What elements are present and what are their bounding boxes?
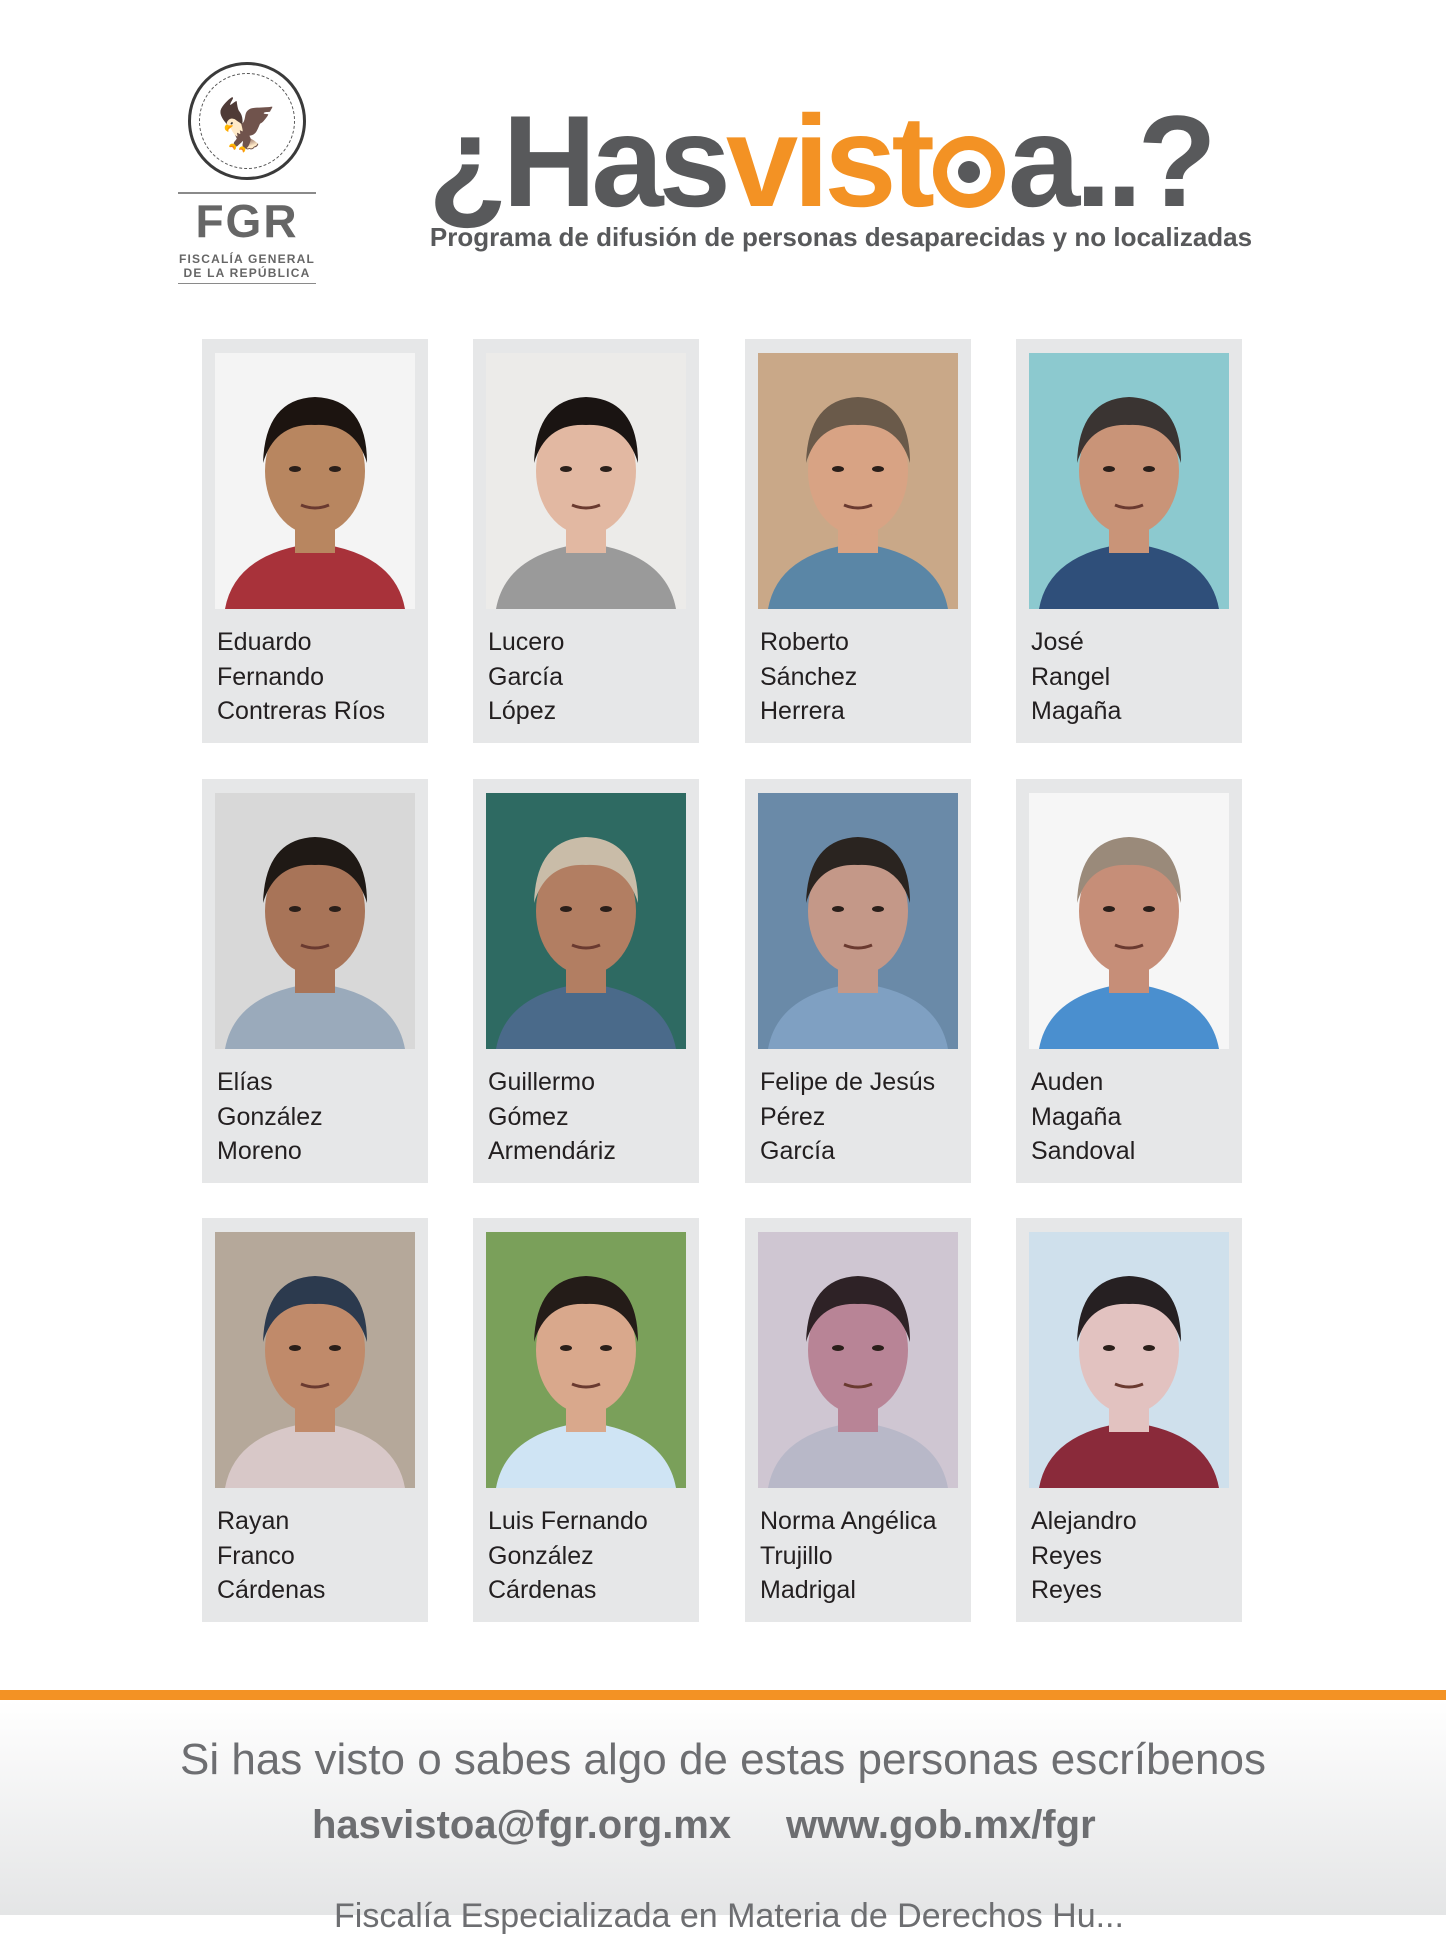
- mexican-eagle-seal-icon: 🦅: [188, 62, 306, 180]
- person-name-line: Reyes: [1031, 1541, 1102, 1570]
- person-name-line: Eduardo: [217, 628, 312, 656]
- person-name-line: Contreras Ríos: [217, 697, 386, 725]
- person-name-line: Rayan: [217, 1507, 290, 1535]
- campaign-title: [428, 88, 1212, 234]
- person-photo: [1029, 1232, 1229, 1488]
- person-name: [488, 625, 693, 729]
- person-name-line: García: [760, 1137, 836, 1165]
- person-name-line: Pérez: [760, 1102, 826, 1131]
- person-name-line: Gómez: [488, 1102, 569, 1131]
- person-photo: [486, 1232, 686, 1488]
- person-name-line: Cárdenas: [488, 1576, 597, 1604]
- title-part-vist: vist: [725, 88, 930, 234]
- person-photo: [215, 793, 415, 1049]
- person-photo: [1029, 793, 1229, 1049]
- person-card: [745, 339, 971, 743]
- person-card: [202, 339, 428, 743]
- person-name: [488, 1065, 693, 1169]
- person-name-line: Trujillo: [760, 1541, 833, 1570]
- person-name-line: Fernando: [217, 662, 325, 691]
- person-name-line: López: [488, 697, 557, 725]
- person-photo: [486, 353, 686, 609]
- person-photo: [758, 1232, 958, 1488]
- person-name-line: Reyes: [1031, 1576, 1102, 1604]
- person-card: [1016, 779, 1242, 1183]
- footer-message: Si has visto o sabes algo de estas personas escríbenos: [180, 1735, 1266, 1784]
- person-photo: [1029, 353, 1229, 609]
- person-name-line: Armendáriz: [488, 1137, 616, 1165]
- person-photo: [486, 793, 686, 1049]
- person-name: [760, 1065, 965, 1169]
- person-name: [760, 1504, 965, 1608]
- footer-orange-bar: [0, 1690, 1446, 1700]
- person-name-line: José: [1031, 628, 1084, 656]
- agency-abbreviation: FGR: [195, 195, 299, 247]
- person-name-line: Magaña: [1031, 697, 1122, 725]
- person-name: [488, 1504, 693, 1608]
- person-name-line: Guillermo: [488, 1068, 595, 1096]
- person-card: [473, 1218, 699, 1622]
- person-name-line: Elías: [217, 1068, 273, 1096]
- person-name-line: Cárdenas: [217, 1576, 326, 1604]
- person-name-line: Alejandro: [1031, 1507, 1137, 1535]
- person-name: [1031, 1504, 1236, 1608]
- person-name: [217, 1065, 422, 1169]
- person-name-line: Sandoval: [1031, 1137, 1136, 1165]
- person-name: [1031, 625, 1236, 729]
- person-name-line: Sánchez: [760, 662, 858, 691]
- person-name-line: Auden: [1031, 1068, 1104, 1096]
- person-name: [217, 1504, 422, 1608]
- logo-bottom-divider: [178, 283, 316, 284]
- person-card: [745, 779, 971, 1183]
- person-card: [745, 1218, 971, 1622]
- title-part-has: ¿Has: [428, 88, 726, 234]
- person-name-line: Herrera: [760, 697, 845, 725]
- person-name-line: Luis Fernando: [488, 1507, 648, 1535]
- person-name-line: Magaña: [1031, 1102, 1122, 1131]
- title-part-a: a..?: [1007, 88, 1212, 234]
- logo-divider: [178, 192, 316, 194]
- person-card: [1016, 339, 1242, 743]
- person-name-line: García: [488, 662, 564, 691]
- campaign-subtitle: Programa de difusión de personas desaparecidas y no localizadas: [429, 222, 1253, 252]
- person-name: [1031, 1065, 1236, 1169]
- contact-email-link[interactable]: hasvistoa@fgr.org.mx: [312, 1803, 732, 1847]
- eye-icon: [933, 136, 1005, 208]
- person-name-line: Madrigal: [760, 1576, 856, 1604]
- footer-cut-off-text: Fiscalía Especializada en Materia de Derechos Hu...: [334, 1897, 1124, 1935]
- person-photo: [758, 353, 958, 609]
- website-link[interactable]: www.gob.mx/fgr: [786, 1803, 1096, 1847]
- person-name-line: Felipe de Jesús: [760, 1068, 936, 1096]
- person-name-line: Rangel: [1031, 662, 1111, 691]
- agency-name-line1: FISCALÍA GENERAL: [178, 252, 316, 266]
- person-name-line: González: [488, 1541, 594, 1570]
- person-name-line: González: [217, 1102, 323, 1131]
- person-card: [1016, 1218, 1242, 1622]
- agency-name: [178, 252, 316, 280]
- person-card: [473, 339, 699, 743]
- person-photo: [758, 793, 958, 1049]
- person-photo: [215, 1232, 415, 1488]
- person-photo: [215, 353, 415, 609]
- agency-name-line2: DE LA REPÚBLICA: [183, 266, 311, 280]
- person-name: [760, 625, 965, 729]
- person-card: [202, 779, 428, 1183]
- person-name: [217, 625, 422, 729]
- person-name-line: Franco: [217, 1541, 295, 1570]
- person-card: [473, 779, 699, 1183]
- person-name-line: Moreno: [217, 1137, 302, 1165]
- person-name-line: Norma Angélica: [760, 1507, 937, 1535]
- person-name-line: Lucero: [488, 628, 565, 656]
- fgr-logo: [178, 62, 316, 284]
- person-name-line: Roberto: [760, 628, 849, 656]
- person-card: [202, 1218, 428, 1622]
